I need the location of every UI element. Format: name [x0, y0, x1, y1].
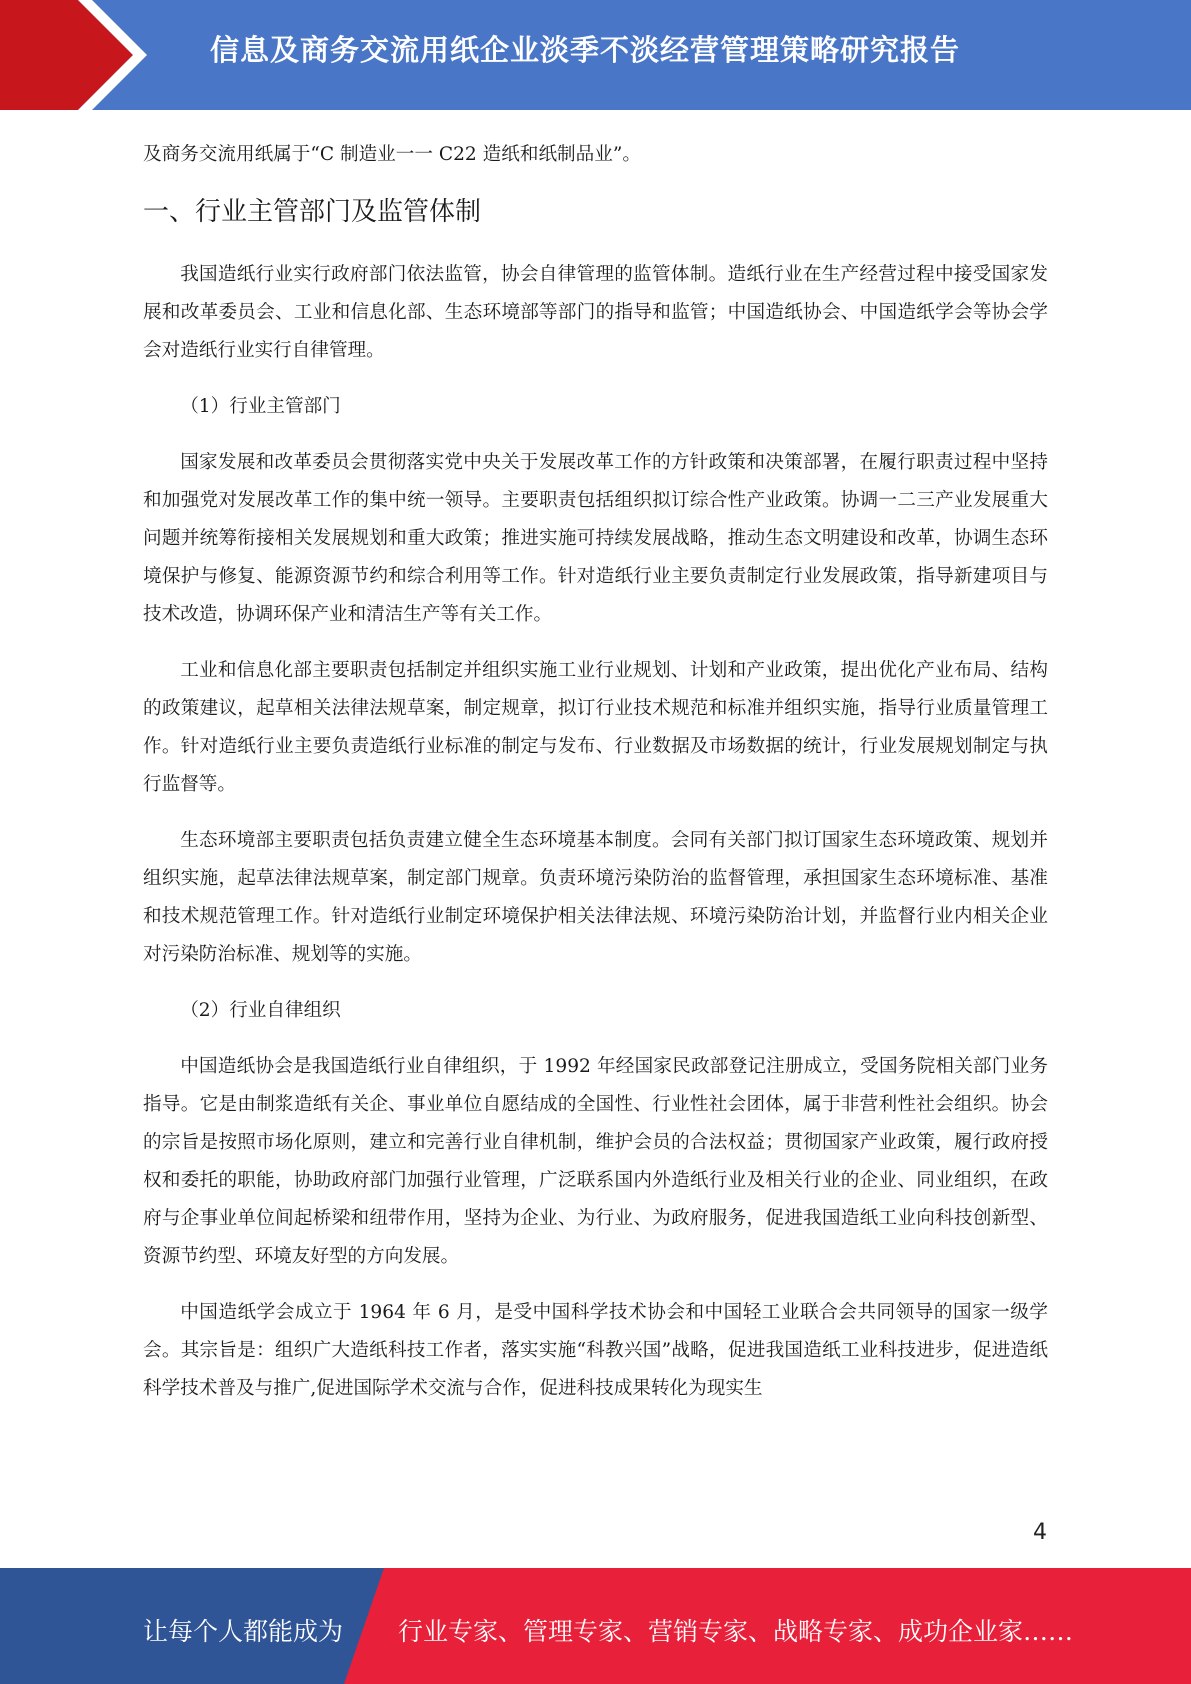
page-footer: [0, 1568, 1191, 1684]
subheading-authorities: （1）行业主管部门: [180, 396, 341, 417]
paragraph-ndrc: 国家发展和改革委员会贯彻落实党中央关于发展改革工作的方针政策和决策部署，在履行职责过程中坚持和加强党对发展改革工作的集中统一领导。主要职责包括组织拟订综合性产业政策。协调一二三产业发展重大问题并统筹衔接相关发展规划和重大政策；推进实施可持续发展战略，推动生态文明建设和改革，协调生态环境保护与修复、能源资源节约和综合利用等工作。针对造纸行业主要负责制定行业发展政策，指导新建项目与技术改造，协调环保产业和清洁生产等有关工作。: [143, 452, 1048, 625]
paragraph-ctapi: 中国造纸学会成立于 1964 年 6 月，是受中国科学技术协会和中国轻工业联合会共同领导的国家一级学会。其宗旨是：组织广大造纸科技工作者，落实实施“科教兴国”战略，促进我国造纸工业科技进步，促进造纸科学技术普及与推广,促进国际学术交流与合作，促进科技成果转化为现实生: [143, 1302, 1048, 1399]
section-heading: 一、行业主管部门及监管体制: [143, 197, 482, 227]
footer-slogan-right: 行业专家、管理专家、营销专家、战略专家、成功企业家……: [398, 1617, 1074, 1646]
header-chevron-icon: [0, 0, 160, 110]
intro-line: 及商务交流用纸属于“C 制造业一一 C22 造纸和纸制品业”。: [143, 144, 641, 165]
paragraph-miit: 工业和信息化部主要职责包括制定并组织实施工业行业规划、计划和产业政策，提出优化产业布局、结构的政策建议，起草相关法律法规草案，制定规章，拟订行业技术规范和标准并组织实施，指导行业质量管理工作。针对造纸行业主要负责造纸行业标准的制定与发布、行业数据及市场数据的统计，行业发展规划制定与执行监督等。: [143, 660, 1048, 795]
paragraph-cpa: 中国造纸协会是我国造纸行业自律组织，于 1992 年经国家民政部登记注册成立，受国务院相关部门业务指导。它是由制浆造纸有关企、事业单位自愿结成的全国性、行业性社会团体，属于非营利性社会组织。协会的宗旨是按照市场化原则，建立和完善行业自律机制，维护会员的合法权益；贯彻国家产业政策，履行政府授权和委托的职能，协助政府部门加强行业管理，广泛联系国内外造纸行业及相关行业的企业、同业组织，在政府与企事业单位间起桥梁和纽带作用，坚持为企业、为行业、为政府服务，促进我国造纸工业向科技创新型、资源节约型、环境友好型的方向发展。: [143, 1056, 1048, 1267]
paragraph-mee: 生态环境部主要职责包括负责建立健全生态环境基本制度。会同有关部门拟订国家生态环境政策、规划并组织实施，起草法律法规草案，制定部门规章。负责环境污染防治的监督管理，承担国家生态环境标准、基准和技术规范管理工作。针对造纸行业制定环境保护相关法律法规、环境污染防治计划，并监督行业内相关企业对污染防治标准、规划等的实施。: [143, 830, 1048, 965]
subheading-self-regulatory: （2）行业自律组织: [180, 1000, 341, 1021]
footer-slogan-left: 让每个人都能成为: [143, 1617, 344, 1646]
report-title: 信息及商务交流用纸企业淡季不淡经营管理策略研究报告: [210, 33, 961, 67]
paragraph-regulation: 我国造纸行业实行政府部门依法监管，协会自律管理的监管体制。造纸行业在生产经营过程中接受国家发展和改革委员会、工业和信息化部、生态环境部等部门的指导和监管；中国造纸协会、中国造纸学会等协会学会对造纸行业实行自律管理。: [143, 264, 1048, 361]
page-number: 4: [1033, 1520, 1047, 1545]
page-header: [0, 0, 1191, 110]
document-body: [143, 136, 1048, 1408]
